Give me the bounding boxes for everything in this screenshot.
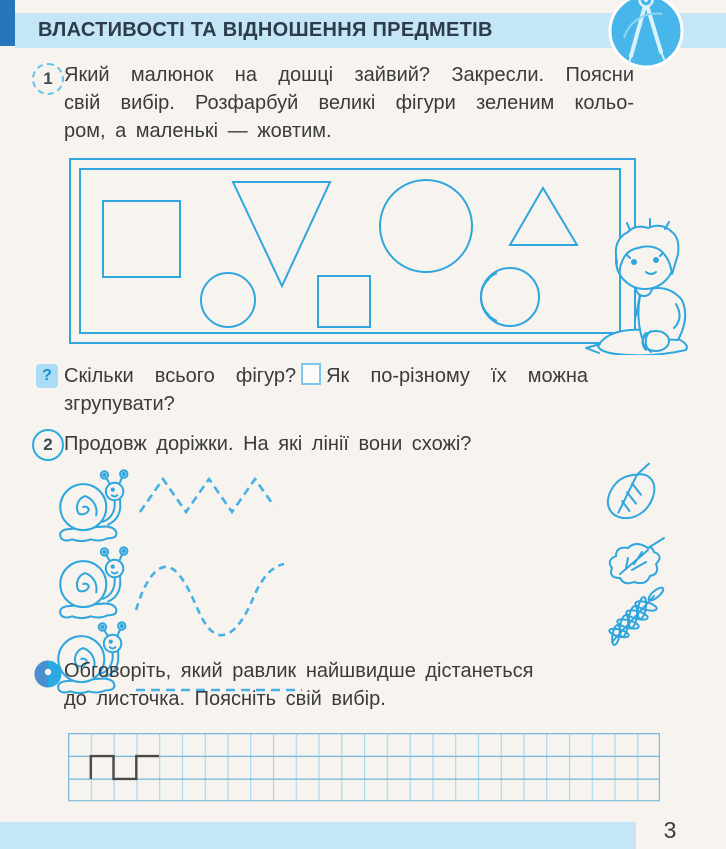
page-number: 3 <box>663 817 677 843</box>
spine-mark <box>0 0 15 46</box>
shapes-board-figure <box>58 152 720 355</box>
task-text-line: Який малюнок на дошці зайвий? Закресли. Поясни <box>64 64 634 86</box>
question-mark-badge: ? <box>36 364 58 388</box>
thinking-boy-illustration <box>586 219 687 355</box>
task-text-line: свій вибір. Розфарбуй великі фігури зеленим кольо- <box>64 92 634 114</box>
handwriting-grid-figure[interactable] <box>68 733 660 803</box>
rowan-leaf-icon <box>608 586 665 646</box>
question-line-1 <box>64 362 588 390</box>
shape-large-square <box>103 201 180 277</box>
task-2-number: 2 <box>32 429 64 461</box>
track-zigzag-line <box>140 479 274 512</box>
shape-large-triangle <box>510 188 577 245</box>
footer-bar <box>0 822 636 849</box>
discussion-line-2: до листочка. Поясніть свій вибір. <box>64 688 386 710</box>
discussion-text <box>64 657 594 713</box>
answer-checkbox[interactable] <box>301 363 321 385</box>
question-line-2: згрупувати? <box>64 393 175 415</box>
task-2-text: Продовж доріжки. На які лінії вони схожі? <box>64 433 472 455</box>
shape-small-square <box>318 276 370 327</box>
page-title: ВЛАСТИВОСТІ ТА ВІДНОШЕННЯ ПРЕДМЕТІВ <box>38 19 493 41</box>
shape-large-inverted-triangle <box>233 182 330 286</box>
task-1-number: 1 <box>32 63 64 95</box>
shape-small-circle <box>201 273 255 327</box>
discussion-line-1: Обговоріть, який равлик найшвидше дістанеться <box>64 660 534 682</box>
task-1-text <box>64 61 634 145</box>
task-text-line: ром, а маленькі — жовтим. <box>64 120 332 142</box>
shape-ball <box>481 268 539 326</box>
pair-work-icon <box>33 659 63 689</box>
oak-leaf-icon <box>610 538 664 583</box>
snail-1 <box>60 470 127 541</box>
question-text <box>64 362 588 418</box>
track-wavy-line <box>136 564 284 635</box>
shape-large-circle <box>380 180 472 272</box>
question-part-1: Скільки всього фігур? <box>64 365 297 387</box>
question-part-2: Як по-різному їх можна <box>326 365 588 387</box>
board-frame-outer <box>70 159 635 343</box>
snail-2 <box>60 547 127 618</box>
birch-leaf-icon <box>604 455 663 525</box>
